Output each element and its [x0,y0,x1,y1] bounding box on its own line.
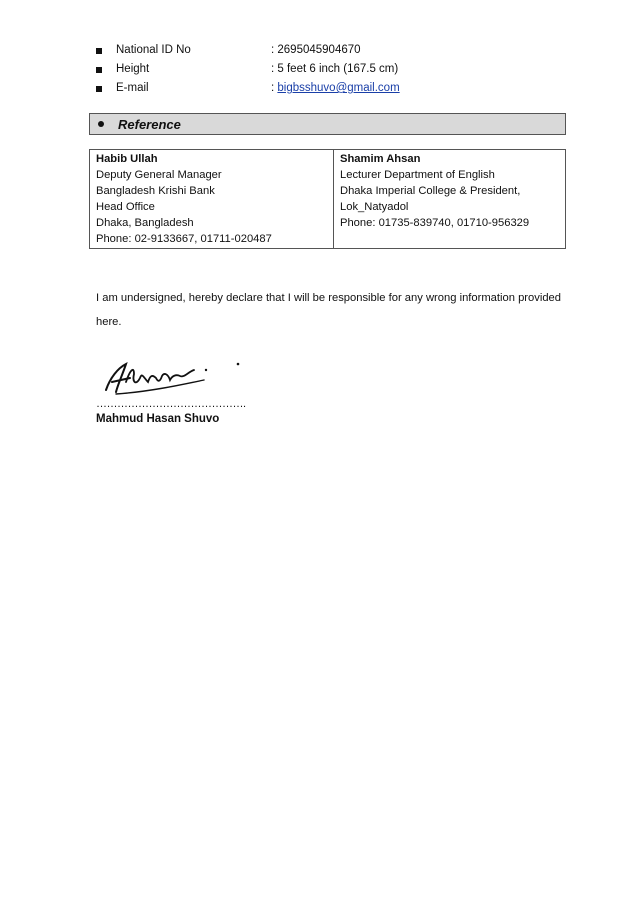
referee-line: Phone: 02-9133667, 01711-020487 [96,233,272,245]
info-value: : 5 feet 6 inch (167.5 cm) [271,63,399,75]
referee-line: Bangladesh Krishi Bank [96,185,215,197]
referee-line: Lok_Natyadol [340,201,409,213]
referee-cell-2 [334,150,566,249]
referee-line: Phone: 01735-839740, 01710-956329 [340,217,530,229]
info-label: National ID No [116,44,191,56]
referee-line: Head Office [96,201,155,213]
referee-line: Deputy General Manager [96,169,222,181]
referee-line: Lecturer Department of English [340,169,495,181]
info-row-height [96,60,566,79]
referee-name: Shamim Ahsan [340,153,421,165]
info-value: : 2695045904670 [271,44,361,56]
square-bullet-icon [96,86,102,92]
signature-line: ……………………………………. [96,398,246,410]
info-row-national-id [96,41,566,60]
info-label: E-mail [116,82,149,94]
reference-heading: Reference [118,116,181,132]
declaration-text: I am undersigned, hereby declare that I will be responsible for any wrong information provided here. [96,292,561,329]
referee-name: Habib Ullah [96,153,158,165]
info-row-email [96,79,566,98]
info-label: Height [116,63,150,75]
square-bullet-icon [96,48,102,54]
handwritten-signature-icon [96,352,256,402]
round-bullet-icon [98,121,104,127]
reference-heading-bar [89,113,566,135]
square-bullet-icon [96,67,102,73]
reference-table [89,149,566,249]
email-link[interactable]: bigbsshuvo@gmail.com [277,82,400,94]
referee-line: Dhaka Imperial College & President, [340,185,521,197]
info-value [271,79,400,98]
email-prefix: : [271,82,278,94]
referee-cell-1 [90,150,334,249]
signatory-name: Mahmud Hasan Shuvo [96,413,220,425]
personal-info-list [96,41,566,98]
referee-line: Dhaka, Bangladesh [96,217,194,229]
table-row [90,150,566,249]
